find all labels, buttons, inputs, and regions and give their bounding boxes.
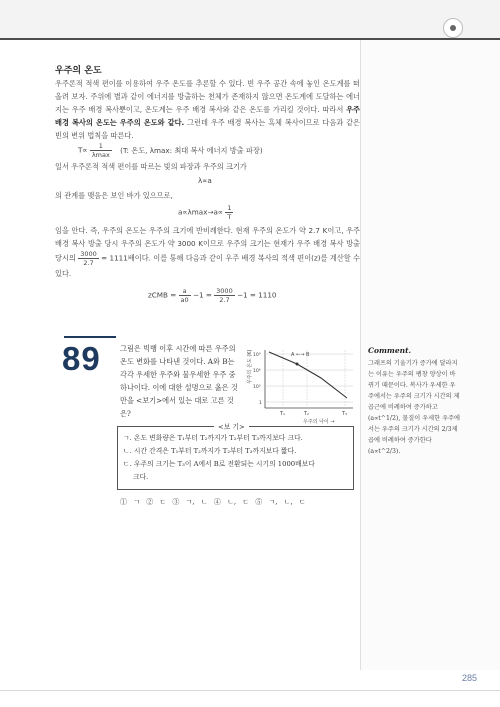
column-divider: [360, 40, 361, 670]
temperature-graph: [245, 342, 357, 428]
paragraph-1-bold: 우주 배경 복사의 온도는 우주의 온도와 같다.: [55, 105, 360, 127]
disc-icon: [443, 18, 463, 38]
zcmb-formula: [148, 287, 276, 304]
bogi-label: <보 기>: [214, 421, 249, 434]
wien-law-formula: [78, 142, 263, 159]
comment-title: Comment.: [368, 346, 412, 355]
graph-x-tick: T₂: [304, 411, 310, 417]
margin-column: [361, 40, 500, 670]
graph-y-tick: 10⁹: [253, 353, 261, 358]
zcmb-f2-den: 2.7: [219, 296, 230, 304]
paragraph-1: [55, 77, 360, 142]
paragraph-1-tail: 그런데 우주 배경 복사는 흑체 복사이므로 다음과 같은 빈의 변위 법칙을 따른다.: [55, 118, 361, 140]
paragraph-4-tail: = 1111배이다. 이를 통해 다음과 같이 우주 배경 복사의 적색 편이(z)를 계산할 수 있다.: [55, 253, 360, 278]
temperature-curve: [269, 352, 347, 398]
paragraph-3: 의 관계를 맺음은 보인 바가 있으므로,: [55, 191, 173, 200]
question-number-rule: [64, 336, 116, 338]
bogi-item: ㄴ. 시간 간격은 T₁부터 T₂까지가 T₂부터 T₃까지보다 짧다.: [123, 447, 297, 455]
bogi-item: ㄷ. 우주의 크기는 T₃이 A에서 B로 전환되는 시기의 1000배보다: [123, 460, 315, 468]
question-text: 그림은 빅뱅 이후 시간에 따른 우주의 온도 변화를 나타낸 것이다. A와 B는 각각 우세한 우주와 물우세한 우주 중 하나이다. 이에 대한 설명으로 옳은 것만을 <보기>에서 있는 대로 고른 것은?: [120, 344, 238, 418]
zcmb-rhs: −1 = 1110: [237, 290, 277, 300]
graph-x-tick: T₃: [342, 411, 348, 417]
zcmb-mid: −1 =: [192, 290, 212, 300]
graph-x-label: 우주의 나이 →: [303, 419, 335, 425]
graph-y-tick: 10³: [253, 385, 261, 390]
chain-num: 1: [227, 204, 232, 212]
paragraph-4-text: 임을 안다. 즉, 우주의 온도는 우주의 크기에 반비례한다. 현재 우주의 온도가 약 2.7 K이고, 우주 배경 복사 방출 당시 우주의 온도가 약 3000 K이므로 우주의 크기는 현재가 우주 배경 복사 방출 당시의: [55, 226, 360, 263]
wien-note: (T: 온도, λmax: 최대 복사 에너지 방출 파장): [120, 145, 263, 155]
footer-rule: [0, 690, 500, 691]
transition-point: [296, 363, 299, 366]
ratio-num: 3000: [80, 250, 97, 258]
graph-x-tick: T₁: [280, 411, 286, 417]
chain-formula: [178, 204, 233, 221]
graph-y-tick: 10⁶: [253, 369, 261, 374]
graph-y-tick: 1: [259, 401, 262, 406]
answer-options: ① ㄱ ② ㄷ ③ ㄱ, ㄴ ④ ㄴ, ㄷ ⑤ ㄱ, ㄴ, ㄷ: [120, 498, 306, 506]
wien-den: λmax: [91, 151, 110, 159]
comment-text: 그래프의 기울기가 증가에 달라지는 이유는 우주의 팽창 양상이 바뀌기 때문이다. 복사가 우세한 우주에서는 우주의 크기가 시간의 제곱근에 비례하여 증가하고(a∝t^1/2), 물질이 우세한 우주에서는 우주의 크기가 시간의 2/3제곱에 비례하여 증가한다(a∝t^2/3).: [368, 360, 460, 455]
bogi-items: [123, 432, 315, 484]
bogi-item: 크다.: [133, 473, 149, 481]
wien-lhs: T∝: [78, 145, 88, 155]
zcmb-fraction-1: [179, 287, 191, 304]
graph-legend: A ←→ B: [291, 352, 310, 358]
paragraph-1-text: 우주론적 적색 편이를 이용하여 우주 온도를 추론할 수 있다. 빈 우주 공간 속에 놓인 온도계를 떠올려 보자. 주위에 별과 같이 에너지를 방출하는 천체가 존재하지 않으면 온도계에 도달하는 에너지는 우주 배경 복사뿐이고, 온도계는 우주 배경 복사와 같은 온도를 가리킬 것이다. 따라서: [55, 79, 360, 114]
zcmb-f2-num: 3000: [216, 287, 233, 295]
paragraph-2: 일서 우주론적 적색 편이를 따르는 빛의 파장과 우주의 크기가: [55, 162, 247, 171]
page-header-band: [0, 0, 500, 38]
wien-num: 1: [90, 142, 112, 151]
proportionality-formula: λ∝a: [198, 176, 212, 185]
section-title: 우주의 온도: [55, 66, 102, 76]
chain-text: a∝λmax→a∝: [178, 207, 224, 217]
paragraph-4: [55, 224, 360, 280]
bogi-box: [117, 423, 354, 490]
bogi-item: ㄱ. 온도 변화량은 T₁부터 T₂까지가 T₂부터 T₃까지보다 크다.: [123, 434, 303, 442]
zcmb-lhs: zCMB =: [148, 290, 177, 300]
ratio-den: 2.7: [83, 259, 94, 267]
zcmb-fraction-2: [214, 287, 235, 304]
zcmb-f1-num: a: [179, 287, 191, 296]
question-number: 89: [62, 340, 101, 377]
wien-fraction: [90, 142, 112, 159]
page-number: 285: [462, 673, 478, 683]
zcmb-f1-den: a0: [180, 296, 189, 304]
graph-y-label: 우주의 온도 (K): [247, 349, 253, 384]
chain-fraction: [225, 204, 233, 221]
ratio-fraction: [78, 250, 99, 267]
chain-den: T: [227, 213, 232, 221]
